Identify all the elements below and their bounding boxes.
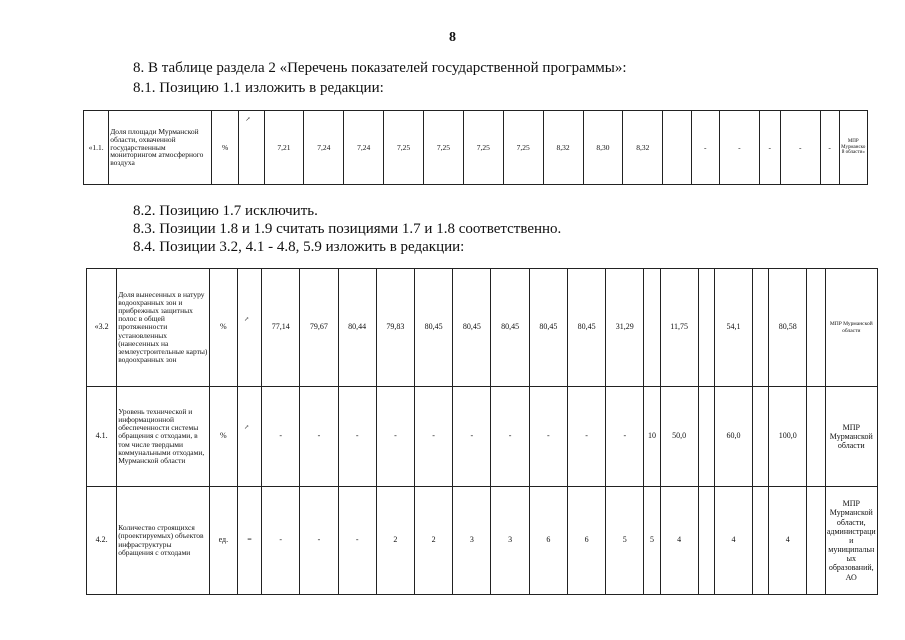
responsible-org: МПР Мурманской области <box>825 387 877 487</box>
value-cell: 60,0 <box>714 387 752 487</box>
value-cell: 79,83 <box>376 269 414 387</box>
value-cell: 80,45 <box>415 269 453 387</box>
value-cell: 77,14 <box>262 269 300 387</box>
value-cell <box>807 269 825 387</box>
responsible-org: МПР Мурманской области <box>825 269 877 387</box>
table-row <box>87 387 878 487</box>
value-cell: 5 <box>606 487 644 595</box>
paragraph-8-2: 8.2. Позицию 1.7 исключить. <box>133 203 318 219</box>
table-positions-3-2-4-x <box>86 268 878 595</box>
value-cell: 80,45 <box>529 269 567 387</box>
direction-mark: = <box>237 487 261 595</box>
value-cell: 80,45 <box>491 269 529 387</box>
direction-mark: ↗ <box>243 317 249 323</box>
responsible-org: МПР Мурманской области» <box>839 111 867 185</box>
indicator-name: Доля площади Мурманской области, охваченной государственным мониторингом атмосферного воздуха <box>109 111 212 185</box>
direction-cell <box>239 111 264 185</box>
table-row <box>84 111 868 185</box>
position-number: 4.1. <box>87 387 117 487</box>
value-cell: 7,25 <box>384 111 424 185</box>
value-cell: 8,30 <box>583 111 623 185</box>
value-cell: - <box>300 487 338 595</box>
value-cell <box>753 269 769 387</box>
value-cell <box>753 487 769 595</box>
value-cell: 7,25 <box>463 111 503 185</box>
table-position-1-1 <box>83 110 868 185</box>
value-cell: 100,0 <box>769 387 807 487</box>
position-number: 4.2. <box>87 487 117 595</box>
paragraph-8-1: 8.1. Позицию 1.1 изложить в редакции: <box>133 80 384 96</box>
value-cell: - <box>415 387 453 487</box>
value-cell: 7,21 <box>264 111 304 185</box>
value-cell: - <box>453 387 491 487</box>
value-cell: - <box>759 111 780 185</box>
value-cell: 6 <box>529 487 567 595</box>
value-cell: - <box>606 387 644 487</box>
value-cell: 80,58 <box>769 269 807 387</box>
value-cell: 80,45 <box>453 269 491 387</box>
value-cell: 31,29 <box>606 269 644 387</box>
value-cell <box>698 387 714 487</box>
value-cell <box>698 269 714 387</box>
value-cell: - <box>376 387 414 487</box>
value-cell <box>644 269 660 387</box>
value-cell: 7,25 <box>424 111 464 185</box>
value-cell: 11,75 <box>660 269 698 387</box>
direction-mark: ↗ <box>243 425 249 431</box>
value-cell: 8,32 <box>543 111 583 185</box>
direction-cell <box>237 269 261 387</box>
direction-mark: ↗ <box>245 117 251 123</box>
responsible-org: МПР Мурманской области, администрации муниципальных образований, АО <box>825 487 877 595</box>
value-cell: - <box>529 387 567 487</box>
value-cell: - <box>338 387 376 487</box>
value-cell <box>807 487 825 595</box>
indicator-name: Количество строящихся (проектируемых) объектов инфраструктуры обращения с отходами <box>117 487 210 595</box>
value-cell: 54,1 <box>714 269 752 387</box>
table-row <box>87 269 878 387</box>
value-cell: 3 <box>491 487 529 595</box>
paragraph-8-4: 8.4. Позиции 3.2, 4.1 - 4.8, 5.9 изложить в редакции: <box>133 239 465 255</box>
value-cell: 3 <box>453 487 491 595</box>
value-cell: - <box>262 487 300 595</box>
value-cell: 8,32 <box>623 111 663 185</box>
value-cell <box>663 111 691 185</box>
value-cell: 7,24 <box>344 111 384 185</box>
value-cell: 79,67 <box>300 269 338 387</box>
value-cell: 2 <box>415 487 453 595</box>
value-cell: 7,24 <box>304 111 344 185</box>
value-cell: 4 <box>660 487 698 595</box>
unit: ед. <box>209 487 237 595</box>
value-cell: 50,0 <box>660 387 698 487</box>
paragraph-8-3: 8.3. Позиции 1.8 и 1.9 считать позициями 1.7 и 1.8 соответственно. <box>133 221 562 237</box>
unit: % <box>212 111 239 185</box>
indicator-name: Уровень технической и информационной обеспеченности системы обращения с отходами, в том числе твердыми коммунальными отходами, Мурманской области <box>117 387 210 487</box>
value-cell <box>753 387 769 487</box>
unit: % <box>209 269 237 387</box>
value-cell: 80,45 <box>567 269 605 387</box>
value-cell: - <box>719 111 759 185</box>
value-cell: - <box>262 387 300 487</box>
table-row <box>87 487 878 595</box>
value-cell: 2 <box>376 487 414 595</box>
position-number: «3.2 <box>87 269 117 387</box>
position-number: «1.1. <box>84 111 109 185</box>
value-cell: - <box>491 387 529 487</box>
value-cell: - <box>300 387 338 487</box>
page-number: 8 <box>449 30 456 45</box>
direction-cell <box>237 387 261 487</box>
value-cell <box>807 387 825 487</box>
value-cell: - <box>820 111 839 185</box>
value-cell: 10 <box>644 387 660 487</box>
value-cell: 6 <box>567 487 605 595</box>
paragraph-8: 8. В таблице раздела 2 «Перечень показателей государственной программы»: <box>133 60 627 76</box>
unit: % <box>209 387 237 487</box>
value-cell <box>698 487 714 595</box>
value-cell: - <box>567 387 605 487</box>
indicator-name: Доля вынесенных в натуру водоохранных зон и прибрежных защитных полос в общей протяженности установленных (нанесенных на землеустроительные карты) водоохранных зон <box>117 269 210 387</box>
value-cell: 80,44 <box>338 269 376 387</box>
value-cell: - <box>338 487 376 595</box>
value-cell: - <box>780 111 820 185</box>
value-cell: 4 <box>769 487 807 595</box>
value-cell: 4 <box>714 487 752 595</box>
value-cell: 7,25 <box>503 111 543 185</box>
value-cell: - <box>691 111 719 185</box>
value-cell: 5 <box>644 487 660 595</box>
